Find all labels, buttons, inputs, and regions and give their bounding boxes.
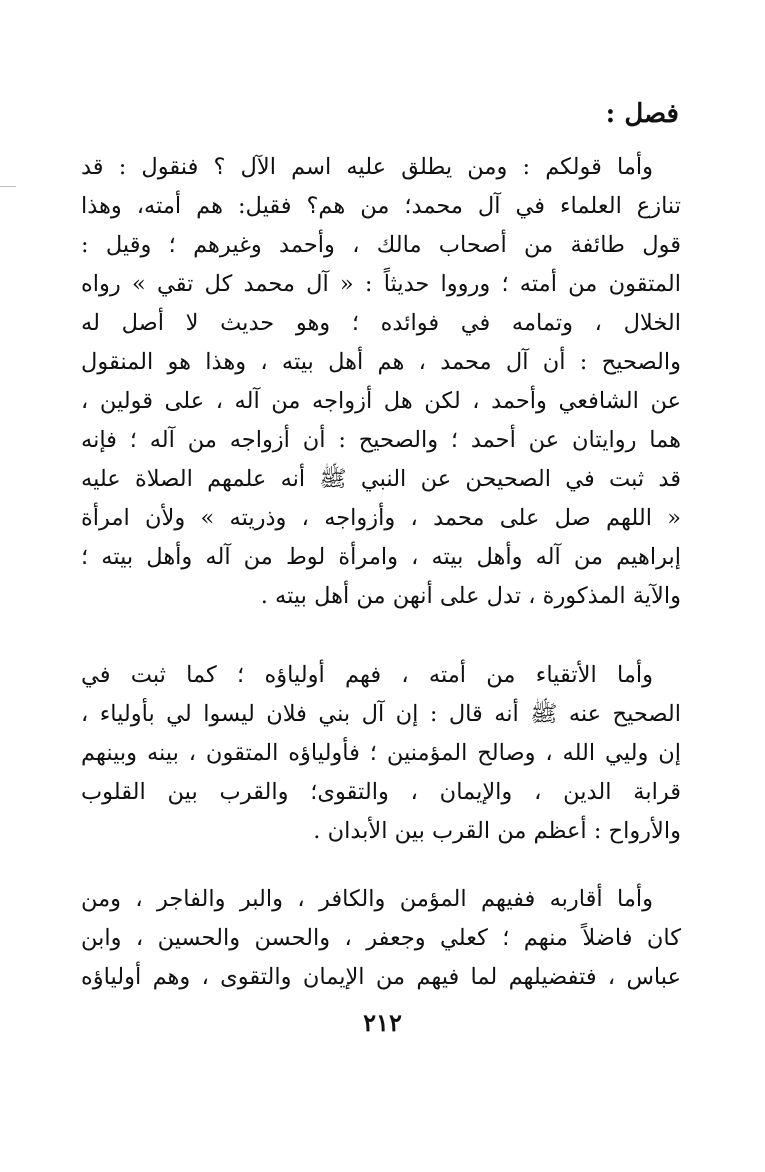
paragraph-3 xyxy=(81,880,681,997)
text-line: وأما الأتقياء من أمته ، فهم أولياؤه ؛ كما ثبت في xyxy=(81,662,653,688)
text-line: « اللهم صل على محمد ، وأزواجه ، وذريته » ولأن امرأة xyxy=(81,505,681,531)
text-line: وأما أقاربه ففيهم المؤمن والكافر ، والبر والفاجر ، ومن xyxy=(81,886,653,912)
text-line: كان فاضلاً منهم ؛ كعلي وجعفر ، والحسن والحسين ، وابن xyxy=(81,925,681,951)
paragraph-2 xyxy=(81,656,681,851)
text-line: والأرواح : أعظم من القرب بين الأبدان . xyxy=(313,818,681,844)
text-line: الصحيح عنه ﷺ أنه قال : إن آل بني فلان ليسوا لي بأولياء ، xyxy=(81,701,681,727)
paragraph-1 xyxy=(81,148,681,616)
text-line: قد ثبت في الصحيحن عن النبي ﷺ أنه علمهم الصلاة عليه xyxy=(81,466,681,492)
text-line: عباس ، فتفضيلهم لما فيهم من الإيمان والتقوى ، وهم أولياؤه xyxy=(81,964,681,990)
page-number: ٢١٢ xyxy=(363,1008,402,1037)
text-line: قول طائفة من أصحاب مالك ، وأحمد وغيرهم ؛ وقيل : xyxy=(81,232,681,258)
text-line: قرابة الدين ، والإيمان ، والتقوى؛ والقرب بين القلوب xyxy=(81,779,681,805)
text-line: والآية المذكورة ، تدل على أنهن من أهل بيته . xyxy=(260,583,681,609)
text-line: عن الشافعي وأحمد ، لكن هل أزواجه من آله ، على قولين ، xyxy=(81,388,681,414)
text-line: هما روايتان عن أحمد ؛ والصحيح : أن أزواجه من آله ؛ فإنه xyxy=(81,427,681,453)
text-line: الخلال ، وتمامه في فوائده ؛ وهو حديث لا أصل له xyxy=(81,310,681,336)
section-heading: فصل : xyxy=(605,99,679,129)
text-line: والصحيح : أن آل محمد ، هم أهل بيته ، وهذا هو المنقول xyxy=(81,349,681,375)
text-line: إن وليي الله ، وصالح المؤمنين ؛ فأولياؤه المتقون ، بينه وبينهم xyxy=(81,740,681,766)
text-line: المتقون من أمته ؛ ورووا حديثاً : « آل محمد كل تقي » رواه xyxy=(81,271,681,297)
text-line: تنازع العلماء في آل محمد؛ من هم؟ فقيل: هم أمته، وهذا xyxy=(81,193,681,219)
margin-mark xyxy=(0,186,16,187)
text-line: وأما قولكم : ومن يطلق عليه اسم الآل ؟ فنقول : قد xyxy=(81,154,653,180)
text-line: إبراهيم من آله وأهل بيته ، وامرأة لوط من آله وأهل بيته ؛ xyxy=(81,544,681,570)
